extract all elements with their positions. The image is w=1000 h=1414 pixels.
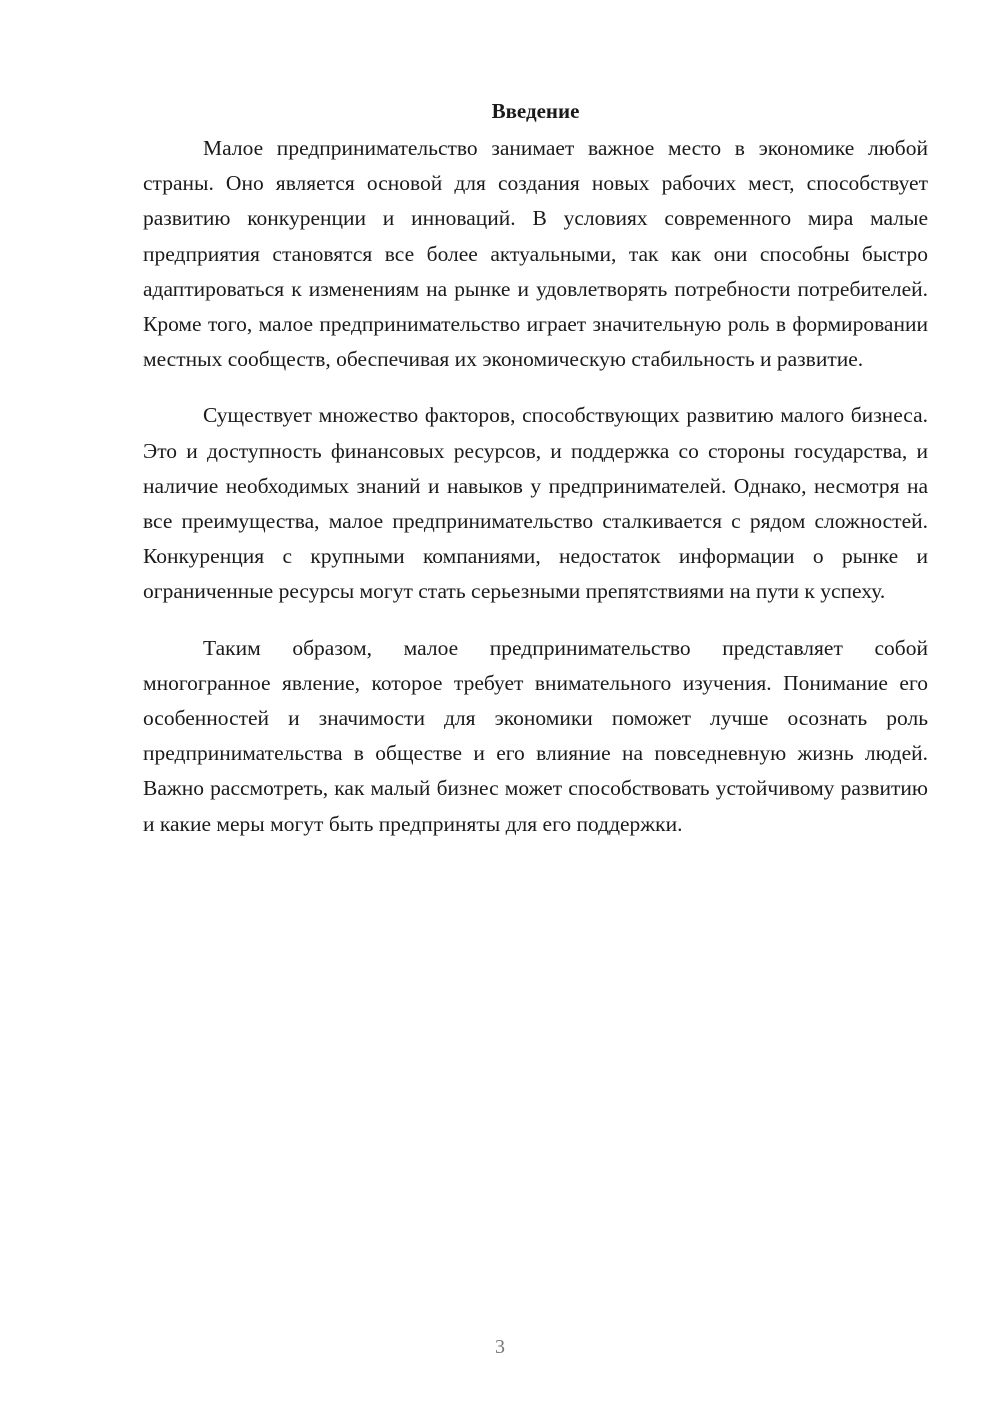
paragraph-3: Таким образом, малое предпринимательство представляет собой многогранное явление, которое требует внимательного изучения. Понимание его особенностей и значимости для экономики поможет лучше осознать роль предпринимательства в обществе и его влияние на повседневную жизнь людей. Важно рассмотреть, как малый бизнес может способствовать устойчивому развитию и какие меры могут быть предприняты для его поддержки. <box>143 635 928 836</box>
page-number: 3 <box>495 1336 505 1358</box>
section-title: Введение <box>491 99 580 123</box>
page-content <box>143 95 928 863</box>
paragraph-2: Существует множество факторов, способствующих развитию малого бизнеса. Это и доступность финансовых ресурсов, и поддержка со стороны государства, и наличие необходимых знаний и навыков у предпринимателей. Однако, несмотря на все преимущества, малое предпринимательство сталкивается с рядом сложностей. Конкуренция с крупными компаниями, недостаток информации о рынке и ограниченные ресурсы могут стать серьезными препятствиями на пути к успеху. <box>143 403 928 604</box>
paragraph-1: Малое предпринимательство занимает важное место в экономике любой страны. Оно является основой для создания новых рабочих мест, способствует развитию конкуренции и инноваций. В условиях современного мира малые предприятия становятся все более актуальными, так как они способны быстро адаптироваться к изменениям на рынке и удовлетворять потребности потребителей. Кроме того, малое предпринимательство играет значительную роль в формировании местных сообществ, обеспечивая их экономическую стабильность и развитие. <box>143 136 928 372</box>
